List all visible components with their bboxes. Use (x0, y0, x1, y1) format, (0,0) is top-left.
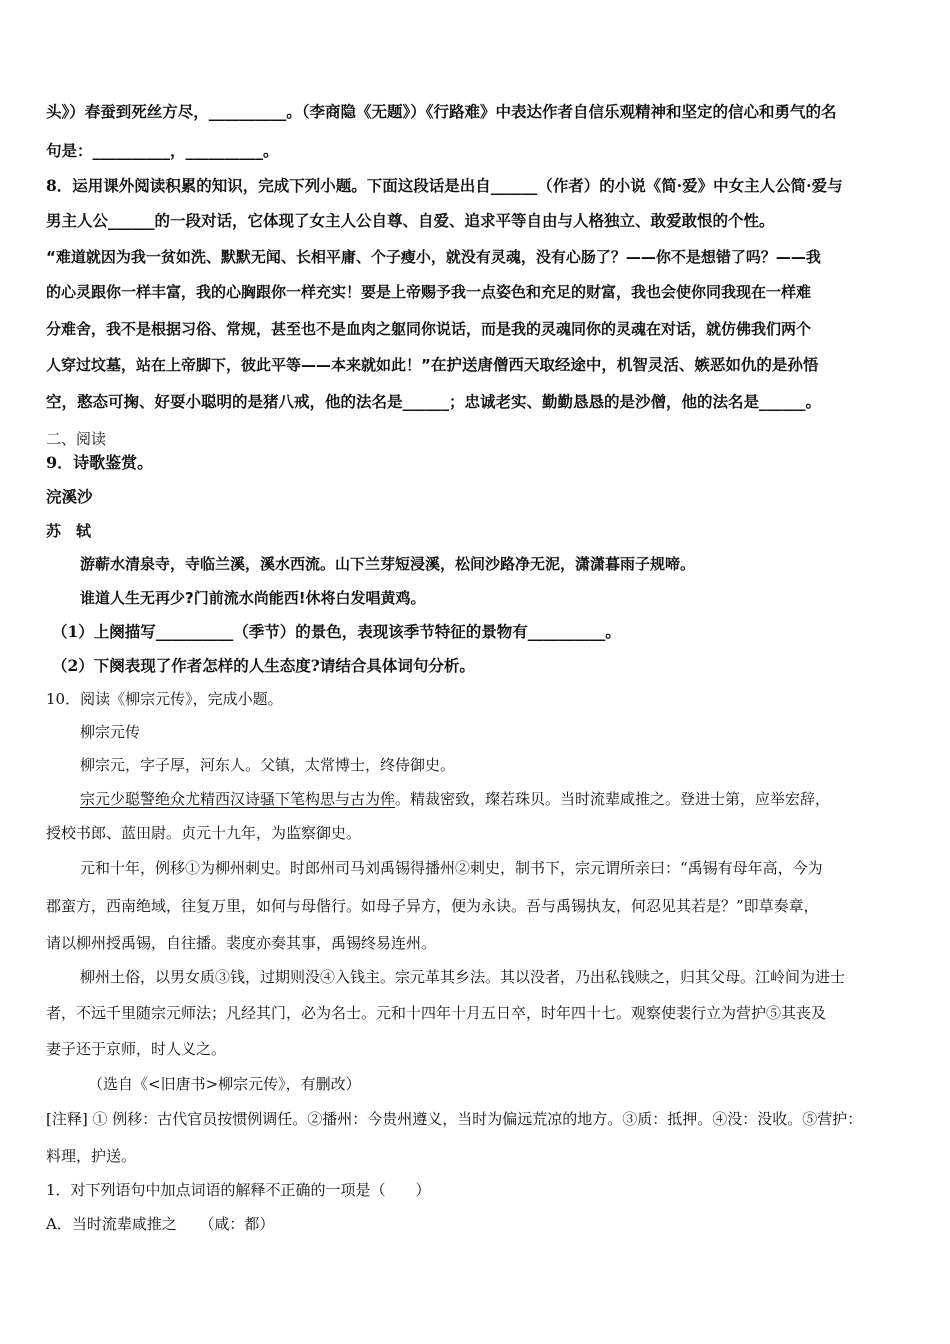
passage-line-3: 授校书郎、蓝田尉。贞元十九年，为监察御史。 (46, 824, 362, 842)
jane-eyre-quote-line-1: “难道就因为我一贫如洗、默默无闻、长相平庸、个子瘦小，就没有灵魂，没有心肠了？——你不是想错了吗？——我 (46, 248, 821, 266)
quote-end: 人穿过坟墓，站在上帝脚下，彼此平等——本来就如此！” (46, 356, 431, 374)
passage-line-5: 郡蛮方，西南绝域，往复万里，如何与母偕行。如母子异方，便为永诀。吾与禹锡执友，何忍见其若是？”即草奏章， (46, 897, 819, 915)
passage-line-8: 者，不远千里随宗元师法；凡经其门，必为名士。元和十四年十月五日卒，时年四十七。观察使裴行立为营护⑤其丧及 (46, 1004, 827, 1022)
question-10-title: 10．阅读《柳宗元传》，完成小题。 (46, 690, 283, 708)
jane-eyre-quote-line-2: 的心灵跟你一样丰富，我的心胸跟你一样充实！要是上帝赐予我一点姿色和充足的财富，我也会使你同我现在一样难 (46, 283, 812, 301)
poem-line-2: 谁道人生无再少?门前流水尚能西!休将白发唱黄鸡。 (80, 589, 426, 607)
question-8-line-2: 男主人公______的一段对话，它体现了女主人公自尊、自爱、追求平等自由与人格独立、敢爱敢恨的个性。 (46, 211, 775, 230)
journey-west-question: 在护送唐僧西天取经途中，机智灵活、嫉恶如仇的是孙悟 (430, 355, 819, 374)
underlined-sentence: 宗元少聪警绝众尤精西汉诗骚下笔构思与古为侔 (80, 790, 396, 808)
passage-title: 柳宗元传 (80, 723, 141, 741)
passage-source: （选自《<旧唐书>柳宗元传》，有删改） (88, 1075, 361, 1093)
question-9-part-1: （1）上阕描写__________（季节）的景色，表现该季节特征的景物有__________。 (52, 622, 621, 641)
annotation-line-1: [注释] ① 例移：古代官员按惯例调任。②播州：今贵州遵义，当时为偏远荒凉的地方。③质：抵押。④没：没收。⑤营护： (46, 1110, 863, 1128)
journey-west-line-2: 空，憨态可掬、好耍小聪明的是猪八戒，他的法名是______；忠诚老实、勤勤恳恳的是沙僧，他的法名是______。 (46, 392, 822, 411)
passage-line-1: 柳宗元，字子厚，河东人。父镇，太常博士，终侍御史。 (80, 756, 456, 774)
passage-line-6: 请以柳州授禹锡，自往播。裴度亦奏其事，禹锡终易连州。 (46, 934, 437, 952)
passage-line-4: 元和十年，例移①为柳州刺史。时郎州司马刘禹锡得播州②刺史，制书下，宗元谓所亲曰：“禹锡有母年高，今为 (80, 859, 823, 877)
section-heading-reading: 二、阅读 (46, 430, 107, 448)
question-9-title: 9．诗歌鉴赏。 (46, 453, 154, 472)
sub-question-1: 1．对下列语句中加点词语的解释不正确的一项是（ ） (46, 1181, 431, 1199)
fill-blank-line-2: 句是：__________，__________。 (46, 141, 279, 160)
jane-eyre-quote-line-3: 分难舍，我不是根据习俗、常规，甚至也不是血肉之躯同你说话，而是我的灵魂同你的灵魂在对话，就仿佛我们两个 (46, 320, 812, 338)
question-8-line-1: 8．运用课外阅读积累的知识，完成下列小题。下面这段话是出自______（作者）的小说《简·爱》中女主人公简·爱与 (46, 176, 843, 195)
passage-line-2 (80, 788, 830, 810)
fill-blank-line-1: 头》）春蚕到死丝方尽，__________。（李商隐《无题》）《行路难》中表达作者自信乐观精神和坚定的信心和勇气的名 (46, 102, 837, 121)
jane-eyre-quote-line-4 (46, 354, 818, 376)
passage-line-7: 柳州土俗，以男女质③钱，过期则没④入钱主。宗元革其乡法。其以没者，乃出私钱赎之，归其父母。江岭间为进士 (80, 968, 846, 986)
passage-line-2-rest: 。精裁密致，璨若珠贝。当时流辈咸推之。登进士第，应举宏辞， (395, 790, 831, 808)
poem-line-1: 游蕲水清泉寺，寺临兰溪，溪水西流。山下兰芽短浸溪，松间沙路净无泥，潇潇暮雨子规啼。 (80, 555, 696, 573)
passage-line-9: 妻子还于京师，时人义之。 (46, 1040, 227, 1058)
poem-title: 浣溪沙 (46, 487, 93, 506)
poem-author: 苏 轼 (46, 522, 92, 540)
option-a: A．当时流辈咸推之 （咸：都） (46, 1215, 275, 1233)
question-9-part-2: （2）下阕表现了作者怎样的人生态度?请结合具体词句分析。 (52, 656, 475, 675)
annotation-line-2: 料理，护送。 (46, 1147, 137, 1165)
